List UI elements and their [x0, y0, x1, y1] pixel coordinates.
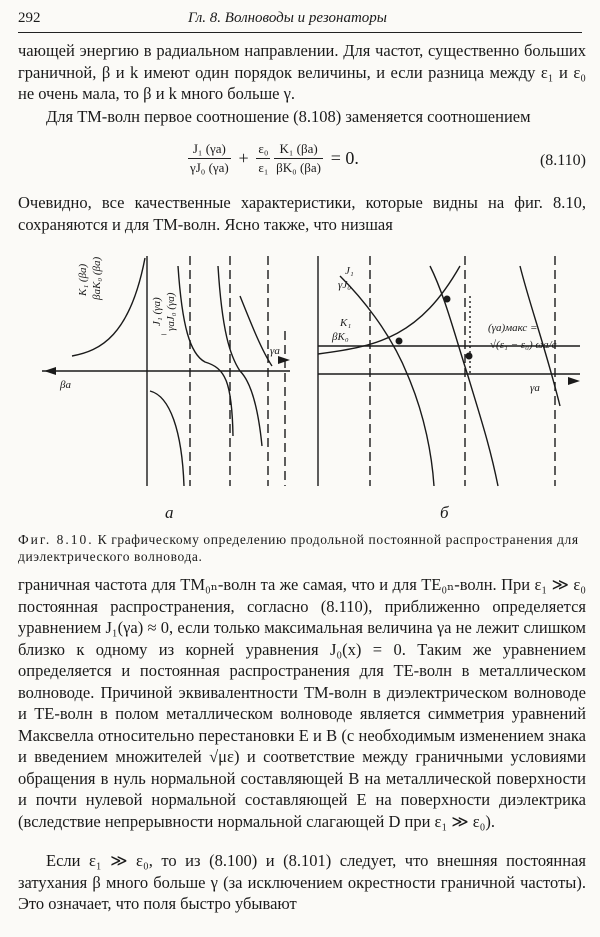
j-numerator: J₁ (γa) — [188, 140, 231, 159]
label-gamma-axis-b: γa — [530, 382, 540, 394]
panel-b-j-branch-3 — [520, 266, 560, 406]
panel-a-j-branch-2 — [218, 266, 262, 446]
intersection-point-1 — [396, 338, 403, 345]
page-number: 292 — [18, 10, 41, 26]
label-beta-axis: βa — [60, 379, 71, 391]
fraction-eps — [256, 140, 270, 177]
panel-a-j-branch-1 — [178, 266, 233, 436]
panel-a-lower-curve — [150, 391, 184, 486]
paragraph-2: Для ТМ-волн первое соотношение (8.108) заменяется соотношением — [46, 107, 531, 126]
equation-number: (8.110) — [539, 152, 586, 169]
figure-8-10 — [0, 236, 600, 528]
caption-text: К графическому определению продольной постоянной распространения для диэлектрического волновода. — [18, 532, 579, 564]
eps-denominator: ε₁ — [258, 160, 269, 175]
paragraph-5: Если ε₁ ≫ ε₀, то из (8.100) и (8.101) следует, что внешняя постоянная затухания β много больше γ (за исключением окрестности граничной частоты). Это означает, что поля быстро убывают — [18, 851, 586, 913]
label-max-formula: √(ε₁ − ε₀) ωa/c — [490, 339, 557, 351]
caption-figure-word: Фиг. 8.10. — [18, 532, 94, 547]
gamma-arrow-a — [278, 356, 290, 364]
running-header — [18, 10, 582, 33]
panel-b-j-branch-2 — [430, 266, 498, 486]
label-j-den: γaJ₀ (γa) — [165, 292, 177, 331]
eps-numerator: ε₀ — [256, 140, 270, 159]
intersection-point-3 — [466, 353, 473, 360]
label-gamma-axis-a: γa — [270, 345, 280, 357]
paragraph-1: чающей энергию в радиальном направлении. Для частот, существенно больших граничной, β и k имеют один порядок величины, и если разница между ε₁ и ε₀ не очень мала, то β и k много больше γ. — [18, 41, 586, 103]
label-k-den: βaK₀ (βa) — [91, 256, 103, 300]
equals-zero: = 0. — [330, 148, 359, 168]
gamma-arrow-b — [568, 377, 580, 385]
label-right-k-den: βK₀ — [332, 331, 349, 343]
label-panel-b: б — [440, 503, 449, 522]
j-denominator: γJ₀ (γa) — [190, 160, 229, 175]
label-max: (γa)макс = — [488, 322, 538, 334]
equation-8-110 — [18, 140, 586, 188]
figure-caption — [18, 531, 586, 565]
label-j-num: J₁ (γa) — [151, 297, 163, 326]
label-right-j-num: J₁ — [345, 265, 354, 277]
label-right-k-num: K₁ — [340, 317, 352, 329]
label-right-j-den: γJ₀ — [338, 279, 352, 291]
intersection-point-2 — [444, 296, 451, 303]
plus-sign: + — [238, 148, 249, 168]
label-minus: − — [160, 329, 168, 341]
running-title: Гл. 8. Волноводы и резонаторы — [188, 10, 387, 26]
label-panel-a: а — [165, 503, 174, 522]
paragraph-4: граничная частота для TM₀ₙ-волн та же самая, что и для TE₀ₙ-волн. При ε₁ ≫ ε₀ постоянная распространения, согласно (8.110), приближенно определяется уравнением J₁(γa) ≈ 0, если только максимальная величина γa не лежит слишком близко к одному из корней уравнения J₀(x) = 0. Таким же уравнением определяется и постоянная распространения для ТЕ-волн в металлическом волноводе. Причиной эквивалентности ТМ-волн в диэлектрическом волноводе и ТЕ-волн в полом металлическом волноводе является симметрия уравнений Максвелла относительно перестановки E и B (с необходимым изменением знака и введением множителей √με) и соответствие между граничными условиями обращения в нуль нормальной составляющей B на металлической поверхности и почти нулевой нормальной составляющей E на поверхности диэлектрика (вследствие непрерывности нормальной слагающей D при ε₁ ≫ ε₀). — [18, 575, 586, 831]
fraction-k-term — [274, 140, 323, 177]
label-k-num: K₁ (βa) — [77, 263, 89, 296]
paragraph-3: Очевидно, все качественные характеристики, которые видны на фиг. 8.10, сохраняются и для ТМ-волн. Ясно также, что низшая — [18, 193, 586, 234]
k-numerator: K₁ (βa) — [274, 140, 323, 159]
panel-a-j-branch-3 — [240, 296, 272, 366]
k-denominator: βK₀ (βa) — [276, 160, 321, 175]
panel-b-j-branch-1 — [340, 276, 434, 486]
fraction-j-term — [188, 140, 231, 177]
beta-arrow — [44, 367, 56, 375]
